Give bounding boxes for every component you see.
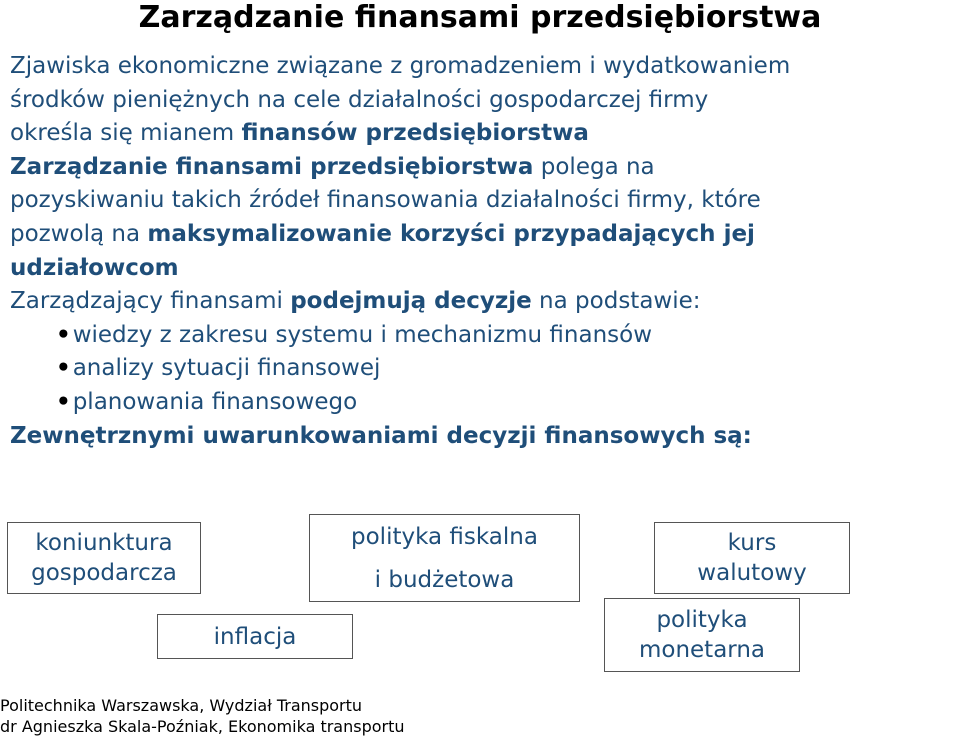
text-line-12: Zewnętrznymi uwarunkowaniami decyzji finansowych są: <box>10 422 752 449</box>
text-line-5: pozyskiwaniu takich źródeł finansowania działalności firmy, które <box>10 187 761 214</box>
box-label-line: walutowy <box>697 560 807 586</box>
main-text-block <box>10 50 955 453</box>
box-label-line: polityka fiskalna <box>351 523 538 550</box>
box-label-line: monetarna <box>638 637 766 663</box>
box-polityka-monetarna <box>604 598 800 672</box>
emphasis-podejmuja-decyzje: podejmują decyzje <box>290 288 532 315</box>
emphasis-maksymalizowanie: maksymalizowanie korzyści przypadających jej <box>147 220 755 247</box>
text-line-8 <box>10 285 955 319</box>
box-label-line: polityka <box>656 607 748 633</box>
footer-line-1: Politechnika Warszawska, Wydział Transportu <box>0 696 363 715</box>
text-span: określa się mianem <box>10 120 242 147</box>
text-span: pozwolą na <box>10 220 148 247</box>
box-koniunktura <box>7 522 201 594</box>
list-item-text: wiedzy z zakresu systemu i mechanizmu finansów <box>72 321 653 348</box>
bullet-icon: • <box>56 355 71 382</box>
text-span: polega na <box>533 153 655 180</box>
box-polityka-fiskalna <box>309 514 580 602</box>
box-label-line: gospodarcza <box>31 560 177 586</box>
emphasis-finanse-przedsiebiorstwa: finansów przedsiębiorstwa <box>241 120 589 147</box>
text-span: Zarządzający finansami <box>10 288 291 315</box>
text-line-2: środków pieniężnych na cele działalności gospodarczej firmy <box>10 86 709 113</box>
list-item-text: planowania finansowego <box>72 388 358 415</box>
box-kurs-walutowy <box>654 522 850 594</box>
text-line-6 <box>10 218 955 252</box>
box-label-line: koniunktura <box>35 530 173 556</box>
footer-line-2: dr Agnieszka Skala-Poźniak, Ekonomika transportu <box>0 717 405 736</box>
text-line-7: udziałowcom <box>10 254 179 281</box>
emphasis-zarzadzanie-finansami: Zarządzanie finansami przedsiębiorstwa <box>10 153 534 180</box>
box-label-line: kurs <box>727 530 777 556</box>
text-line-4 <box>10 151 955 185</box>
page-title: Zarządzanie finansami przedsiębiorstwa <box>138 0 822 35</box>
list-item-text: analizy sytuacji finansowej <box>72 355 381 382</box>
list-item <box>10 352 955 386</box>
bullet-icon: • <box>56 321 71 348</box>
text-span: na podstawie: <box>531 288 701 315</box>
list-item <box>10 386 955 420</box>
box-inflacja <box>157 614 353 659</box>
box-label-line: inflacja <box>213 623 297 650</box>
box-label-line: i budżetowa <box>374 566 515 593</box>
bullet-icon: • <box>56 388 71 415</box>
text-line-1: Zjawiska ekonomiczne związane z gromadzeniem i wydatkowaniem <box>10 53 791 79</box>
list-item <box>10 319 955 353</box>
text-line-3 <box>10 117 955 151</box>
